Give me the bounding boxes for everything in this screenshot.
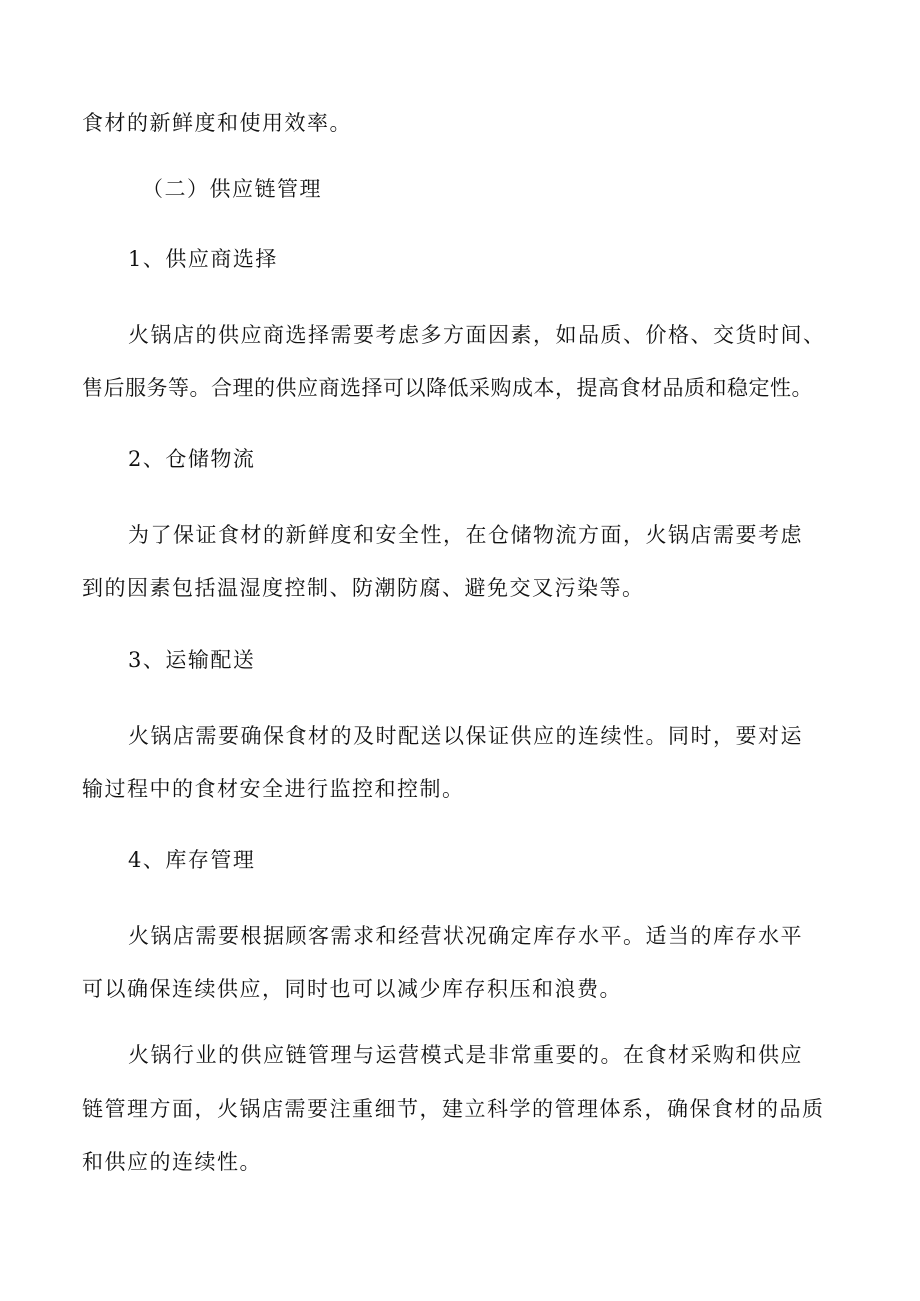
- paragraph-line: 火锅店需要确保食材的及时配送以保证供应的连续性。同时，要对运: [128, 724, 803, 748]
- paragraph-line: 输过程中的食材安全进行监控和控制。: [82, 777, 465, 801]
- subsection-heading: 4、库存管理: [128, 848, 256, 872]
- paragraph-line: 食材的新鲜度和使用效率。: [82, 111, 352, 135]
- paragraph-line: 火锅行业的供应链管理与运营模式是非常重要的。在食材采购和供应: [128, 1043, 803, 1067]
- subsection-heading: 2、仓储物流: [128, 447, 256, 471]
- subsection-heading: 1、供应商选择: [128, 247, 278, 271]
- paragraph-line: 链管理方面，火锅店需要注重细节，建立科学的管理体系，确保食材的品质: [82, 1097, 825, 1121]
- paragraph-line: 和供应的连续性。: [82, 1150, 262, 1174]
- paragraph-line: 火锅店需要根据顾客需求和经营状况确定库存水平。适当的库存水平: [128, 924, 803, 948]
- section-heading: （二）供应链管理: [142, 177, 322, 201]
- paragraph-line: 可以确保连续供应，同时也可以减少库存积压和浪费。: [82, 977, 622, 1001]
- subsection-heading: 3、运输配送: [128, 648, 256, 672]
- paragraph-line: 为了保证食材的新鲜度和安全性，在仓储物流方面，火锅店需要考虑: [128, 523, 803, 547]
- paragraph-line: 火锅店的供应商选择需要考虑多方面因素，如品质、价格、交货时间、: [128, 323, 826, 347]
- paragraph-line: 售后服务等。合理的供应商选择可以降低采购成本，提高食材品质和稳定性。: [82, 376, 813, 400]
- paragraph-line: 到的因素包括温湿度控制、防潮防腐、避免交叉污染等。: [82, 576, 645, 600]
